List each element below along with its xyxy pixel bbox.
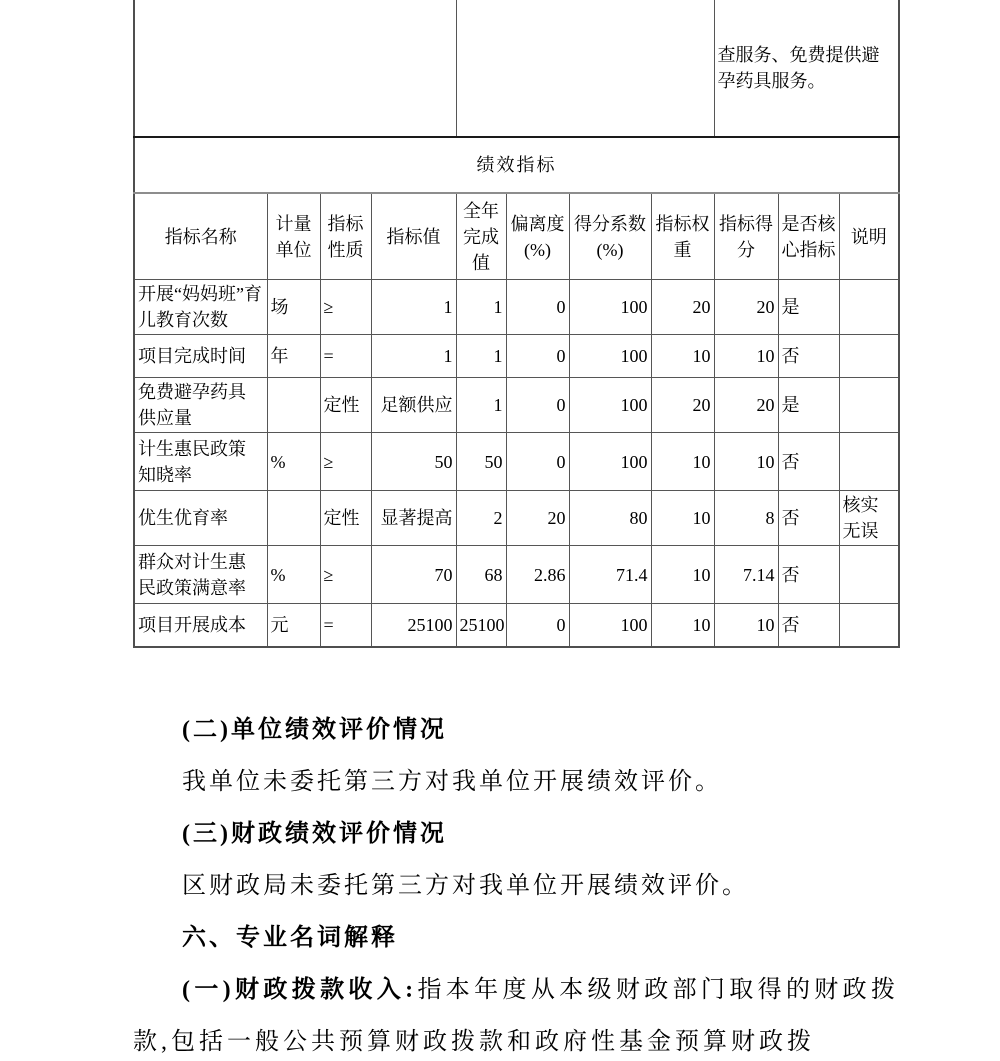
table-cell: ≥ [320,546,371,604]
col-header: 得分系数(%) [569,193,651,280]
table-cell: 否 [778,433,839,491]
table-cell: 开展“妈妈班”育儿教育次数 [134,280,267,335]
table-row [134,491,899,546]
table-cell [839,335,899,378]
table-row [134,378,899,433]
table-cell: 1 [456,280,506,335]
table-cell: 2.86 [506,546,569,604]
table-cell: 元 [267,604,320,647]
table-cell: 100 [569,280,651,335]
table-row [134,280,899,335]
table-cell: 7.14 [714,546,778,604]
heading-unit-evaluation: (二)单位绩效评价情况 [182,717,447,743]
col-header: 全年完成值 [456,193,506,280]
table-cell: 否 [778,335,839,378]
table-cell: 定性 [320,378,371,433]
col-header: 指标值 [371,193,456,280]
para-fiscal-evaluation: 区财政局未委托第三方对我单位开展绩效评价。 [182,873,749,899]
table-cell: 100 [569,433,651,491]
table-cell: 8 [714,491,778,546]
table-cell: 0 [506,604,569,647]
table-cell: 1 [456,378,506,433]
table-cell: 50 [456,433,506,491]
table-row [134,604,899,647]
table-cell [839,280,899,335]
table-cell: 0 [506,378,569,433]
term-label: (一)财政拨款收入: [182,977,418,1003]
table-cell: 71.4 [569,546,651,604]
table-cell: 20 [506,491,569,546]
table-cell: 20 [714,378,778,433]
carryover-row [134,0,899,137]
col-header: 是否核心指标 [778,193,839,280]
table-cell: 群众对计生惠民政策满意率 [134,546,267,604]
table-cell: 免费避孕药具供应量 [134,378,267,433]
table-cell: 25100 [371,604,456,647]
table-cell: 10 [714,433,778,491]
table-cell: 足额供应 [371,378,456,433]
table-cell: 否 [778,546,839,604]
table-cell: 25100 [456,604,506,647]
table-cell: 80 [569,491,651,546]
heading-terminology: 六、专业名词解释 [182,924,398,951]
table-cell [839,378,899,433]
heading-fiscal-evaluation: (三)财政绩效评价情况 [182,821,447,847]
table-cell: 核实无误 [839,491,899,546]
section-band-row [134,137,899,193]
performance-table [133,0,900,648]
perf-header-row [134,193,899,280]
perf-table-body [134,0,899,647]
table-cell [839,433,899,491]
table-cell: 1 [456,335,506,378]
table-cell: 10 [714,604,778,647]
table-cell: 20 [651,280,714,335]
col-header: 说明 [839,193,899,280]
table-cell [839,604,899,647]
table-cell: % [267,546,320,604]
table-cell: ≥ [320,433,371,491]
carryover-cell-left [134,0,456,137]
table-cell: 2 [456,491,506,546]
table-cell: 是 [778,280,839,335]
table-cell: 优生优育率 [134,491,267,546]
table-cell: 100 [569,604,651,647]
table-cell [267,378,320,433]
table-cell: 68 [456,546,506,604]
para-unit-evaluation: 我单位未委托第三方对我单位开展绩效评价。 [182,769,722,795]
table-cell: = [320,335,371,378]
col-header: 指标性质 [320,193,371,280]
table-cell [839,546,899,604]
table-cell: 20 [651,378,714,433]
table-cell: 0 [506,433,569,491]
table-cell: 场 [267,280,320,335]
table-row [134,433,899,491]
table-cell: 0 [506,335,569,378]
col-header: 偏离度(%) [506,193,569,280]
table-cell: 10 [714,335,778,378]
table-cell: 10 [651,433,714,491]
table-cell: 10 [651,604,714,647]
table-cell: 否 [778,604,839,647]
col-header: 指标得分 [714,193,778,280]
col-header: 指标权重 [651,193,714,280]
col-header: 计量单位 [267,193,320,280]
table-cell: 年 [267,335,320,378]
table-cell: 1 [371,335,456,378]
table-cell: 10 [651,335,714,378]
table-cell: 10 [651,491,714,546]
section-band-title: 绩效指标 [134,137,899,193]
table-cell: = [320,604,371,647]
para-term-definition [133,964,899,1061]
table-cell: ≥ [320,280,371,335]
table-cell: 显著提高 [371,491,456,546]
table-cell: 否 [778,491,839,546]
table-cell: 100 [569,378,651,433]
term-text: 指本年度从本级财政部门取得的财政拨款,包括一般公共预算财政拨款和政府性基金预算财政拨 [133,977,900,1055]
table-cell [267,491,320,546]
table-cell: 100 [569,335,651,378]
table-cell: 计生惠民政策知晓率 [134,433,267,491]
table-cell: % [267,433,320,491]
col-header: 指标名称 [134,193,267,280]
carryover-cell-right: 查服务、免费提供避孕药具服务。 [714,0,899,137]
table-cell: 0 [506,280,569,335]
table-row [134,546,899,604]
table-cell: 10 [651,546,714,604]
table-cell: 20 [714,280,778,335]
table-cell: 是 [778,378,839,433]
table-cell: 50 [371,433,456,491]
table-cell: 70 [371,546,456,604]
table-cell: 定性 [320,491,371,546]
table-cell: 项目完成时间 [134,335,267,378]
table-cell: 项目开展成本 [134,604,267,647]
carryover-cell-middle [456,0,714,137]
table-row [134,335,899,378]
body-text [133,652,899,1061]
table-cell: 1 [371,280,456,335]
